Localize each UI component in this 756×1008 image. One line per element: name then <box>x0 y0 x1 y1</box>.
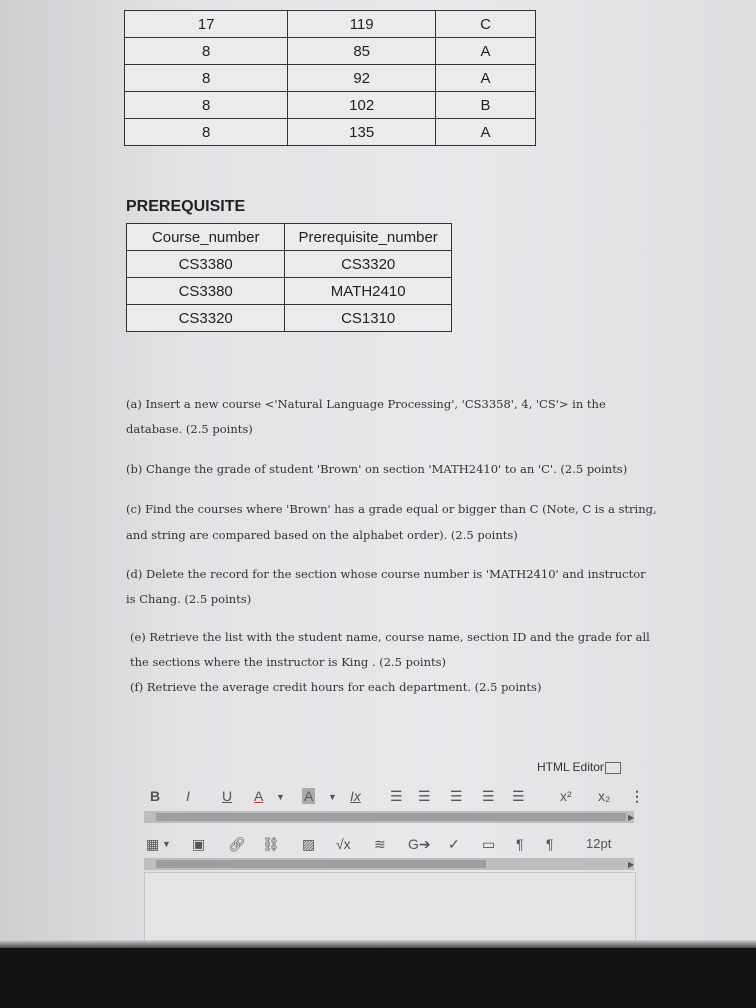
table-cell: CS1310 <box>285 305 452 332</box>
table-cell: 92 <box>288 65 436 92</box>
equation-icon[interactable]: √x <box>336 836 351 852</box>
document-icon[interactable]: ▭ <box>482 836 496 852</box>
table-icon[interactable]: ▦ <box>146 836 160 852</box>
html-editor-link[interactable] <box>537 760 621 774</box>
table-row <box>125 11 536 38</box>
highlight-color-button[interactable]: A <box>304 788 314 804</box>
monitor-bezel <box>0 948 756 1008</box>
question-d-line2: is Chang. (2.5 points) <box>126 592 252 606</box>
question-b: (b) Change the grade of student 'Brown' on section 'MATH2410' to an 'C'. (2.5 points) <box>126 462 628 476</box>
clear-format-button[interactable]: Ix <box>350 788 361 804</box>
subscript-button[interactable]: x₂ <box>598 788 611 804</box>
prerequisite-title: PREREQUISITE <box>126 198 246 215</box>
align-center-icon[interactable]: ☰ <box>418 788 431 804</box>
font-color-button[interactable]: A <box>254 788 264 804</box>
column-header: Course_number <box>127 224 285 251</box>
chevron-down-icon[interactable]: ▼ <box>162 839 171 849</box>
html-editor-label: HTML Editor <box>537 760 604 774</box>
table-cell: 8 <box>125 119 288 146</box>
table-row <box>125 65 536 92</box>
table-cell: 119 <box>288 11 436 38</box>
media-icon[interactable]: ▣ <box>192 836 206 852</box>
table-cell: 102 <box>288 92 436 119</box>
more-options-button[interactable]: ⋮ <box>630 788 644 804</box>
bold-button[interactable]: B <box>150 788 161 804</box>
table-row <box>125 92 536 119</box>
underline-button[interactable]: U <box>222 788 233 804</box>
italic-button[interactable]: I <box>186 788 190 804</box>
table-cell: 85 <box>288 38 436 65</box>
column-header: Prerequisite_number <box>285 224 452 251</box>
question-c-line1: (c) Find the courses where 'Brown' has a grade equal or bigger than C (Note, C is a string, <box>126 502 657 516</box>
table-cell: A <box>435 38 535 65</box>
table-cell: CS3380 <box>127 251 285 278</box>
checkmark-icon[interactable]: ✓ <box>448 836 460 852</box>
table-cell: MATH2410 <box>285 278 452 305</box>
align-justify-icon[interactable]: ☰ <box>482 788 495 804</box>
prerequisite-table <box>126 223 452 332</box>
question-c-line2: and string are compared based on the alphabet order). (2.5 points) <box>126 528 518 542</box>
link-icon[interactable]: 🔗︎ <box>228 836 246 852</box>
table-row <box>125 119 536 146</box>
question-e-line1: (e) Retrieve the list with the student name, course name, section ID and the grade for all <box>130 630 650 644</box>
table-cell: 17 <box>125 11 288 38</box>
ltr-icon[interactable]: ¶ <box>516 836 524 852</box>
font-size-select[interactable]: 12pt <box>586 836 612 851</box>
table-cell: B <box>435 92 535 119</box>
table-header-row <box>127 224 452 251</box>
scrollbar-thumb[interactable] <box>156 813 626 821</box>
question-e-line2: the sections where the instructor is King . (2.5 points) <box>130 655 447 669</box>
align-left-icon[interactable]: ☰ <box>390 788 403 804</box>
question-f: (f) Retrieve the average credit hours for each department. (2.5 points) <box>130 680 542 694</box>
align-right-icon[interactable]: ☰ <box>450 788 463 804</box>
embed-icon[interactable]: G➔ <box>408 836 431 852</box>
table-cell: A <box>435 65 535 92</box>
editor-text-area[interactable] <box>144 872 636 944</box>
table-cell: CS3320 <box>127 305 285 332</box>
scroll-right-icon[interactable]: ▶ <box>628 813 635 822</box>
editor-toolbar-row1 <box>146 786 646 810</box>
question-d-line1: (d) Delete the record for the section whose course number is 'MATH2410' and instructor <box>126 567 646 581</box>
rtl-icon[interactable]: ¶ <box>546 836 554 852</box>
toolbar-scrollbar[interactable] <box>144 858 634 870</box>
table-cell: A <box>435 119 535 146</box>
table-cell: 8 <box>125 65 288 92</box>
table-row <box>127 278 452 305</box>
grades-table <box>124 10 536 146</box>
keyboard-icon <box>605 762 621 774</box>
chevron-down-icon[interactable]: ▼ <box>328 792 337 802</box>
question-a-line1: (a) Insert a new course <'Natural Language Processing', 'CS3358', 4, 'CS'> in the <box>126 397 606 411</box>
table-row <box>127 305 452 332</box>
image-icon[interactable]: ▨ <box>302 836 316 852</box>
indent-icon[interactable]: ☰ <box>512 788 525 804</box>
table-row <box>127 251 452 278</box>
table-cell: 8 <box>125 38 288 65</box>
accessibility-icon[interactable]: ≋ <box>374 836 386 852</box>
scroll-right-icon[interactable]: ▶ <box>628 860 635 869</box>
table-cell: CS3320 <box>285 251 452 278</box>
table-cell: C <box>435 11 535 38</box>
table-cell: 8 <box>125 92 288 119</box>
editor-toolbar-row2 <box>146 834 646 856</box>
superscript-button[interactable]: x² <box>560 788 572 804</box>
unlink-icon[interactable]: ⛓︎ <box>262 836 280 852</box>
scrollbar-thumb[interactable] <box>156 860 486 868</box>
toolbar-scrollbar[interactable] <box>144 811 634 823</box>
chevron-down-icon[interactable]: ▼ <box>276 792 285 802</box>
table-row <box>125 38 536 65</box>
table-cell: 135 <box>288 119 436 146</box>
table-cell: CS3380 <box>127 278 285 305</box>
question-a-line2: database. (2.5 points) <box>126 422 253 436</box>
